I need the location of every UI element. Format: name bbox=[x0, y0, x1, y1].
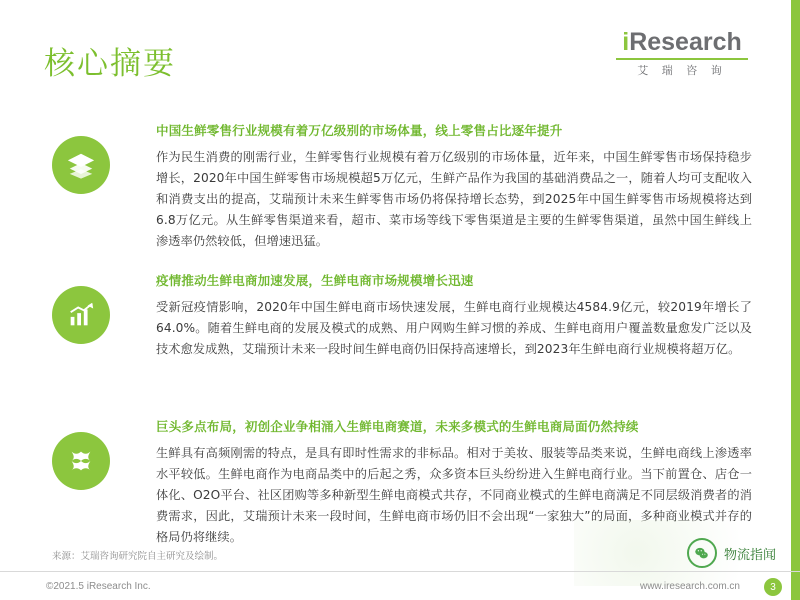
summary-block-3-title: 巨头多点布局，初创企业争相涌入生鲜电商赛道，未来多模式的生鲜电商局面仍然持续 bbox=[156, 419, 639, 434]
logo-underline bbox=[616, 58, 748, 60]
chart-growth-icon bbox=[52, 286, 110, 344]
logo-letter-i: i bbox=[622, 28, 630, 56]
summary-block-2-title: 疫情推动生鲜电商加速发展，生鲜电商市场规模增长迅速 bbox=[156, 273, 474, 288]
logo-word-research: Research bbox=[629, 28, 742, 56]
website-text: www.iresearch.com.cn bbox=[639, 581, 740, 592]
wechat-label: 物流指闻 bbox=[723, 547, 776, 563]
logo-subtitle: 艾 瑞 咨 询 bbox=[637, 64, 727, 77]
summary-block-3-text: 生鲜具有高频刚需的特点，是具有即时性需求的非标品。相对于美妆、服装等品类来说，生鲜电商线上渗透率水平较低。生鲜电商作为电商品类中的后起之秀，众多资本巨头纷纷进入生鲜电商行业。当下前置仓、店仓一体化、O2O平台、社区团购等多种新型生鲜电商模式共存，不同商业模式的生鲜电商满足不同层级消费者的消费需求，因此，艾瑞预计未来一段时间，生鲜电商市场仍旧不会出现“一家独大”的局面，多种商业模式并存的格局仍将继续。 bbox=[156, 445, 752, 544]
copyright-text: ©2021.5 iResearch Inc. bbox=[46, 581, 151, 592]
source-note: 来源：艾瑞咨询研究院自主研究及绘制。 bbox=[52, 551, 224, 562]
summary-block-2-body bbox=[156, 272, 752, 360]
footer-divider bbox=[0, 571, 800, 572]
page-title: 核心摘要 bbox=[44, 46, 176, 82]
clover-nodes-icon bbox=[52, 432, 110, 490]
logo-wordmark bbox=[612, 30, 752, 55]
summary-block-1-body bbox=[156, 122, 752, 252]
wechat-badge bbox=[687, 538, 776, 568]
right-accent-strip bbox=[791, 0, 800, 600]
layers-icon bbox=[52, 136, 110, 194]
summary-block-1 bbox=[52, 122, 752, 252]
summary-block-2 bbox=[52, 272, 752, 360]
page-number-badge: 3 bbox=[764, 578, 782, 596]
iresearch-logo bbox=[612, 30, 752, 78]
summary-block-1-title: 中国生鲜零售行业规模有着万亿级别的市场体量，线上零售占比逐年提升 bbox=[156, 123, 563, 138]
summary-block-1-text: 作为民生消费的刚需行业，生鲜零售行业规模有着万亿级别的市场体量，近年来，中国生鲜零售市场保持稳步增长，2020年中国生鲜零售市场规模超5万亿元，生鲜产品作为我国的基础消费品之一，随着人均可支配收入和消费支出的提高，艾瑞预计未来生鲜零售市场仍将保持增长态势，到2025年中国生鲜零售市场规模将达到6.8万亿元。从生鲜零售渠道来看，超市、菜市场等线下零售渠道是主要的生鲜零售渠道，虽然中国生鲜线上渗透率仍然较低，但增速迅猛。 bbox=[156, 149, 752, 248]
summary-block-2-text: 受新冠疫情影响，2020年中国生鲜电商市场快速发展，生鲜电商行业规模达4584.9亿元，较2019年增长了64.0%。随着生鲜电商的发展及模式的成熟、用户网购生鲜习惯的养成、生鲜电商用户覆盖数量愈发广泛以及技术愈发成熟，艾瑞预计未来一段时间生鲜电商仍旧保持高速增长，到2023年生鲜电商行业规模将超万亿。 bbox=[156, 299, 752, 356]
wechat-icon bbox=[687, 538, 717, 568]
